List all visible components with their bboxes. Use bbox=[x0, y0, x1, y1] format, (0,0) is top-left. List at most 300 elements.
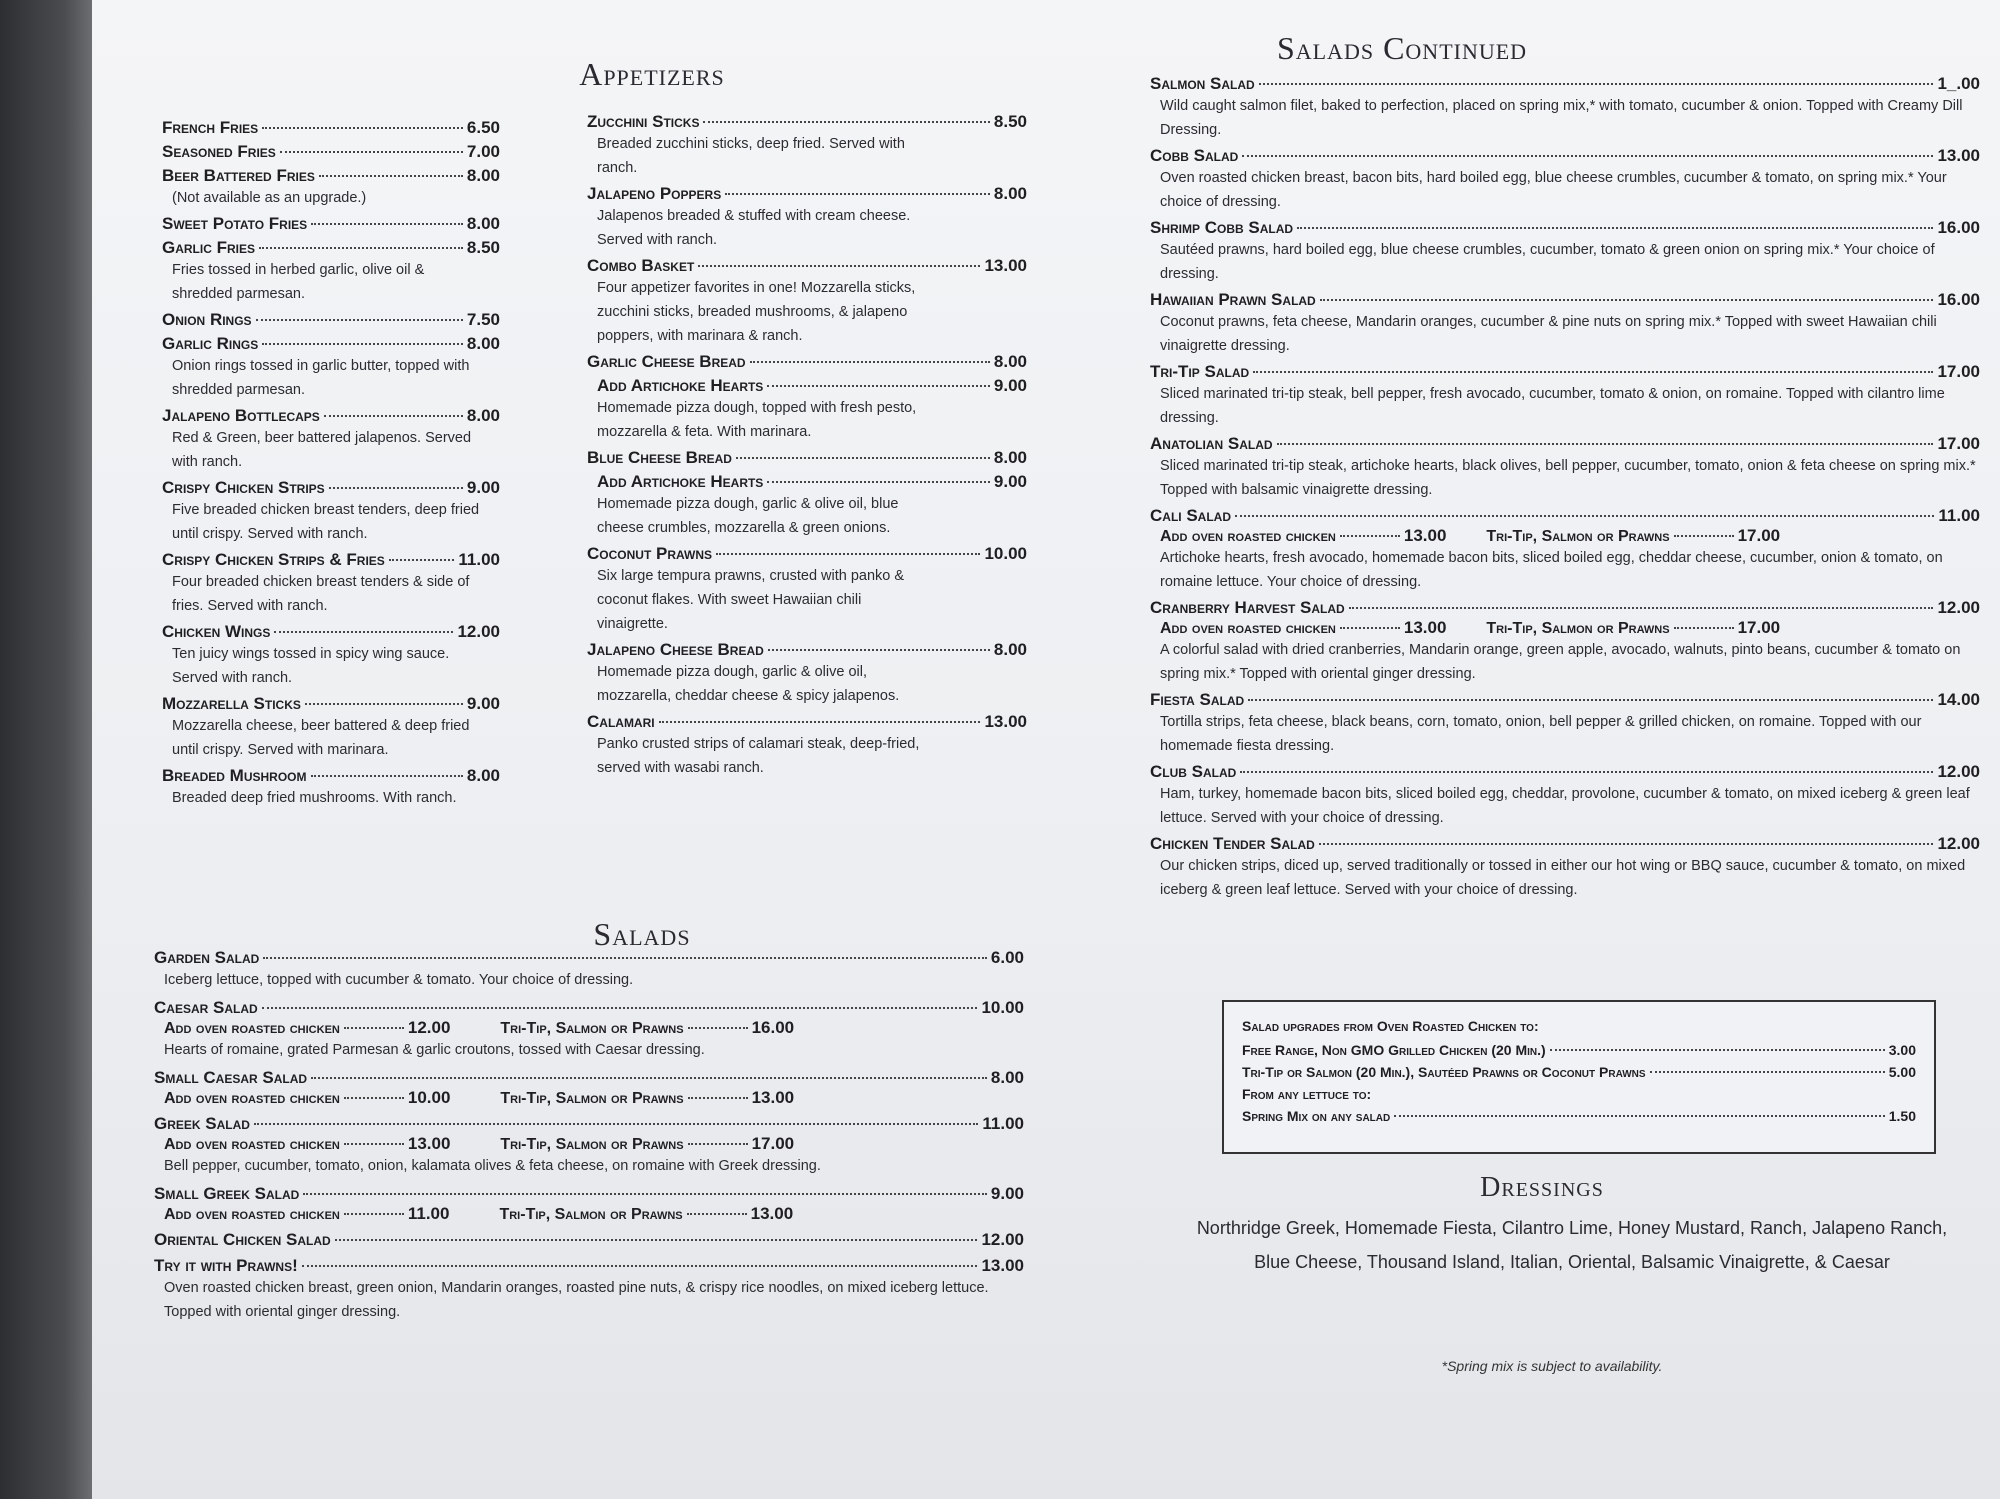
leader-dots bbox=[274, 631, 453, 633]
leader-dots bbox=[259, 247, 463, 249]
item-name: Club Salad bbox=[1150, 762, 1237, 781]
item-price: 12.00 bbox=[457, 622, 500, 641]
upgrade-name: Spring Mix on any salad bbox=[1242, 1108, 1391, 1124]
salad-row bbox=[154, 1114, 1024, 1134]
leader-dots bbox=[319, 175, 463, 177]
salad-row bbox=[1150, 434, 1980, 454]
salad-row bbox=[154, 948, 1024, 968]
leader-dots bbox=[1297, 227, 1933, 229]
item-price: 8.50 bbox=[466, 238, 500, 257]
leader-dots bbox=[1394, 1115, 1885, 1117]
item-description: Ten juicy wings tossed in spicy wing sauce. Served with ranch. bbox=[172, 646, 450, 686]
item-name: Coconut Prawns bbox=[587, 544, 713, 563]
item-price: 8.00 bbox=[466, 334, 500, 353]
item-name: Greek Salad bbox=[154, 1114, 250, 1133]
item-description: Sliced marinated tri-tip steak, bell pepper, fresh avocado, cucumber, tomato & onion, on romaine. Topped with cilantro lime dressing. bbox=[1160, 386, 1945, 426]
item-price: 8.00 bbox=[990, 1068, 1024, 1087]
item-name: Blue Cheese Bread bbox=[587, 448, 732, 467]
item-price: 16.00 bbox=[1937, 290, 1980, 309]
appetizers-right-column bbox=[587, 112, 1027, 784]
item-price: 12.00 bbox=[1937, 598, 1980, 617]
salad-item bbox=[1150, 762, 1980, 830]
menu-item-row bbox=[162, 694, 500, 714]
leader-dots bbox=[303, 1193, 987, 1195]
item-description: Homemade pizza dough, garlic & olive oil, mozzarella, cheddar cheese & spicy jalapenos. bbox=[597, 664, 900, 704]
leader-dots bbox=[254, 1123, 978, 1125]
leader-dots bbox=[725, 193, 990, 195]
item-description: Homemade pizza dough, topped with fresh pesto, mozzarella & feta. With marinara. bbox=[597, 400, 917, 440]
menu-item-row bbox=[162, 142, 500, 162]
menu-item-row bbox=[587, 448, 1027, 468]
item-name: Cranberry Harvest Salad bbox=[1150, 598, 1345, 617]
item-name: Add Artichoke Hearts bbox=[597, 376, 764, 395]
item-name: Caesar Salad bbox=[154, 998, 258, 1017]
leader-dots bbox=[736, 457, 990, 459]
upgrade-row-spring-mix bbox=[1242, 1108, 1916, 1124]
add-on-price: 16.00 bbox=[751, 1018, 795, 1037]
menu-item bbox=[587, 184, 1027, 252]
item-name: Seasoned Fries bbox=[162, 142, 276, 161]
menu-item bbox=[162, 694, 500, 762]
item-name: Anatolian Salad bbox=[1150, 434, 1273, 453]
menu-item-row bbox=[587, 640, 1027, 660]
salad-row bbox=[1150, 598, 1980, 618]
item-name: Shrimp Cobb Salad bbox=[1150, 218, 1294, 237]
menu-item bbox=[162, 118, 500, 138]
item-description: Bell pepper, cucumber, tomato, onion, kalamata olives & feta cheese, on romaine with Greek dressing. bbox=[164, 1158, 821, 1174]
salad-item bbox=[154, 1230, 1024, 1250]
item-price: 9.00 bbox=[466, 694, 500, 713]
item-price: 6.50 bbox=[466, 118, 500, 137]
leader-dots bbox=[311, 1077, 987, 1079]
salad-item bbox=[1150, 218, 1980, 286]
menu-item bbox=[587, 352, 1027, 372]
item-description: Onion rings tossed in garlic butter, topped with shredded parmesan. bbox=[172, 358, 470, 398]
item-description: Six large tempura prawns, crusted with panko & coconut flakes. With sweet Hawaiian chili vinaigrette. bbox=[597, 568, 905, 632]
menu-item-row bbox=[587, 712, 1027, 732]
leader-dots bbox=[263, 957, 987, 959]
item-price: 7.00 bbox=[466, 142, 500, 161]
menu-item bbox=[587, 640, 1027, 708]
item-name: Garlic Cheese Bread bbox=[587, 352, 746, 371]
item-description: Breaded deep fried mushrooms. With ranch. bbox=[172, 790, 457, 806]
add-on-price: 10.00 bbox=[407, 1088, 451, 1107]
item-name: Fiesta Salad bbox=[1150, 690, 1245, 709]
salad-row bbox=[154, 998, 1024, 1018]
salad-row bbox=[1150, 290, 1980, 310]
item-name: Oriental Chicken Salad bbox=[154, 1230, 331, 1249]
salad-row bbox=[1150, 218, 1980, 238]
item-name: French Fries bbox=[162, 118, 259, 137]
add-on-row bbox=[164, 1018, 1024, 1038]
salad-row bbox=[1150, 762, 1980, 782]
menu-item bbox=[162, 406, 500, 474]
item-description: Ham, turkey, homemade bacon bits, sliced boiled egg, cheddar, provolone, cucumber & tomato, on mixed iceberg & green leaf lettuce. Served with your choice of dressing. bbox=[1160, 786, 1970, 826]
item-price: 6.00 bbox=[990, 948, 1024, 967]
item-name: Calamari bbox=[587, 712, 655, 731]
salad-item bbox=[1150, 146, 1980, 214]
salad-item bbox=[154, 1114, 1024, 1178]
salad-row bbox=[1150, 506, 1980, 526]
menu-item-row bbox=[587, 112, 1027, 132]
item-description: (Not available as an upgrade.) bbox=[172, 190, 367, 206]
item-price: 11.00 bbox=[982, 1114, 1024, 1133]
salad-item bbox=[1150, 506, 1980, 594]
item-name: Cobb Salad bbox=[1150, 146, 1239, 165]
menu-item bbox=[162, 238, 500, 306]
upgrade-price: 5.00 bbox=[1888, 1064, 1916, 1080]
item-description: Four breaded chicken breast tenders & side of fries. Served with ranch. bbox=[172, 574, 470, 614]
salad-row bbox=[1150, 690, 1980, 710]
leader-dots bbox=[1242, 155, 1933, 157]
item-price: 10.00 bbox=[984, 544, 1027, 563]
menu-item-row bbox=[587, 184, 1027, 204]
leader-dots bbox=[1277, 443, 1934, 445]
item-description: Iceberg lettuce, topped with cucumber & tomato. Your choice of dressing. bbox=[164, 972, 634, 988]
add-on-name: Tri-Tip, Salmon or Prawns bbox=[1486, 620, 1670, 637]
menu-item-row bbox=[162, 238, 500, 258]
leader-dots bbox=[1235, 515, 1934, 517]
salad-row bbox=[154, 1230, 1024, 1250]
add-on-price: 13.00 bbox=[407, 1134, 451, 1153]
item-name: Beer Battered Fries bbox=[162, 166, 315, 185]
item-name: Mozzarella Sticks bbox=[162, 694, 301, 713]
upgrade-name: Free Range, Non GMO Grilled Chicken (20 Min.) bbox=[1242, 1042, 1546, 1058]
item-description: Panko crusted strips of calamari steak, deep-fried, served with wasabi ranch. bbox=[597, 736, 920, 776]
menu-item bbox=[162, 550, 500, 618]
leader-dots bbox=[688, 1097, 748, 1099]
appetizers-heading: Appetizers bbox=[579, 56, 725, 92]
item-description: Our chicken strips, diced up, served traditionally or tossed in either our hot wing or BBQ sauce, cucumber & tomato, on mixed iceberg & green leaf lettuce. Served with your choice of dressing. bbox=[1160, 858, 1966, 898]
salad-row bbox=[1150, 362, 1980, 382]
add-on-price: 13.00 bbox=[1403, 526, 1447, 545]
item-price: 17.00 bbox=[1937, 434, 1980, 453]
item-name: Chicken Tender Salad bbox=[1150, 834, 1315, 853]
item-price: 8.50 bbox=[993, 112, 1027, 131]
item-price: 11.00 bbox=[1938, 506, 1980, 525]
leader-dots bbox=[687, 1213, 747, 1215]
salad-item bbox=[154, 1184, 1024, 1224]
item-description: Artichoke hearts, fresh avocado, homemade bacon bits, sliced boiled egg, cheddar cheese, cucumber, onion & tomato, on romaine lettuce. Your choice of dressing. bbox=[1160, 550, 1943, 590]
item-price: 9.00 bbox=[993, 376, 1027, 395]
add-on-row bbox=[1160, 618, 1980, 638]
item-price: 8.00 bbox=[993, 352, 1027, 371]
item-price: 8.00 bbox=[993, 448, 1027, 467]
leader-dots bbox=[256, 319, 463, 321]
item-price: 16.00 bbox=[1937, 218, 1980, 237]
salads-heading: Salads bbox=[593, 916, 691, 952]
spring-mix-footnote: *Spring mix is subject to availability. bbox=[1441, 1358, 1663, 1374]
leader-dots bbox=[262, 1007, 978, 1009]
menu-item bbox=[162, 214, 500, 234]
salad-item bbox=[1150, 434, 1980, 502]
item-description: Homemade pizza dough, garlic & olive oil, blue cheese crumbles, mozzarella & green onions. bbox=[597, 496, 899, 536]
salad-item bbox=[154, 1256, 1024, 1324]
leader-dots bbox=[302, 1265, 978, 1267]
menu-item-row bbox=[597, 376, 1027, 396]
item-name: Garlic Rings bbox=[162, 334, 259, 353]
item-name: Garlic Fries bbox=[162, 238, 256, 257]
binder-edge bbox=[0, 0, 92, 1499]
item-price: 8.00 bbox=[466, 406, 500, 425]
item-price: 13.00 bbox=[984, 712, 1027, 731]
add-on-name: Tri-Tip, Salmon or Prawns bbox=[1486, 528, 1670, 545]
menu-item bbox=[587, 376, 1027, 444]
upgrade-row bbox=[1242, 1042, 1916, 1058]
item-description: Red & Green, beer battered jalapenos. Served with ranch. bbox=[172, 430, 472, 470]
menu-item bbox=[162, 142, 500, 162]
salad-item bbox=[1150, 290, 1980, 358]
leader-dots bbox=[659, 721, 981, 723]
leader-dots bbox=[344, 1213, 404, 1215]
menu-item bbox=[162, 166, 500, 210]
item-price: 7.50 bbox=[466, 310, 500, 329]
menu-item-row bbox=[587, 256, 1027, 276]
menu-item-row bbox=[162, 214, 500, 234]
leader-dots bbox=[767, 481, 990, 483]
item-description: Oven roasted chicken breast, green onion, Mandarin oranges, roasted pine nuts, & crispy rice noodles, on mixed iceberg lettuce. Topped with oriental ginger dressing. bbox=[164, 1280, 989, 1320]
leader-dots bbox=[1340, 627, 1400, 629]
leader-dots bbox=[1253, 371, 1933, 373]
salad-row bbox=[154, 1184, 1024, 1204]
item-name: Sweet Potato Fries bbox=[162, 214, 308, 233]
leader-dots bbox=[1674, 535, 1734, 537]
item-name: Crispy Chicken Strips bbox=[162, 478, 325, 497]
leader-dots bbox=[262, 127, 463, 129]
menu-page bbox=[92, 0, 2000, 1499]
add-on-name: Add oven roasted chicken bbox=[164, 1020, 340, 1037]
item-name: Onion Rings bbox=[162, 310, 252, 329]
menu-item bbox=[162, 334, 500, 402]
add-on-price: 17.00 bbox=[1737, 526, 1781, 545]
salad-row bbox=[1150, 834, 1980, 854]
item-name: Combo Basket bbox=[587, 256, 695, 275]
add-on-name: Tri-Tip, Salmon or Prawns bbox=[499, 1206, 683, 1223]
salads-column bbox=[154, 948, 1024, 1330]
add-on-row bbox=[164, 1088, 1024, 1108]
salad-item bbox=[1150, 834, 1980, 902]
item-name: Small Greek Salad bbox=[154, 1184, 300, 1203]
upgrade-price: 1.50 bbox=[1888, 1108, 1916, 1124]
add-on-name: Tri-Tip, Salmon or Prawns bbox=[500, 1090, 684, 1107]
add-on-price: 17.00 bbox=[1737, 618, 1781, 637]
leader-dots bbox=[1259, 83, 1934, 85]
menu-item-row bbox=[162, 118, 500, 138]
salad-upgrades-box bbox=[1222, 1000, 1936, 1154]
salad-item bbox=[154, 948, 1024, 992]
item-price: 11.00 bbox=[458, 550, 500, 569]
salad-item bbox=[1150, 362, 1980, 430]
menu-item bbox=[162, 478, 500, 546]
item-description: Tortilla strips, feta cheese, black beans, corn, tomato, onion, bell pepper & grilled chicken, on romaine. Topped with our homemade fiesta dressing. bbox=[1160, 714, 1922, 754]
leader-dots bbox=[262, 343, 463, 345]
menu-item-row bbox=[162, 406, 500, 426]
salads-continued-heading: Salads Continued bbox=[1276, 30, 1528, 66]
add-on-price: 13.00 bbox=[750, 1204, 794, 1223]
leader-dots bbox=[1550, 1049, 1885, 1051]
item-description: Four appetizer favorites in one! Mozzarella sticks, zucchini sticks, breaded mushrooms, & jalapeno poppers, with marinara & ranch. bbox=[597, 280, 916, 344]
leader-dots bbox=[324, 415, 463, 417]
item-name: Chicken Wings bbox=[162, 622, 271, 641]
salad-item bbox=[154, 1068, 1024, 1108]
item-price: 13.00 bbox=[1937, 146, 1980, 165]
item-price: 8.00 bbox=[993, 640, 1027, 659]
leader-dots bbox=[344, 1027, 404, 1029]
menu-item bbox=[587, 472, 1027, 540]
leader-dots bbox=[1240, 771, 1933, 773]
menu-item-row bbox=[162, 622, 500, 642]
add-on-name: Add oven roasted chicken bbox=[164, 1090, 340, 1107]
item-name: Breaded Mushroom bbox=[162, 766, 307, 785]
add-on-price: 13.00 bbox=[751, 1088, 795, 1107]
item-name: Cali Salad bbox=[1150, 506, 1231, 525]
salad-item bbox=[154, 998, 1024, 1062]
item-price: 9.00 bbox=[466, 478, 500, 497]
leader-dots bbox=[1248, 699, 1933, 701]
leader-dots bbox=[280, 151, 463, 153]
add-on-name: Add oven roasted chicken bbox=[164, 1136, 340, 1153]
menu-item bbox=[587, 256, 1027, 348]
add-on-name: Tri-Tip, Salmon or Prawns bbox=[500, 1136, 684, 1153]
item-price: 14.00 bbox=[1937, 690, 1980, 709]
item-price: 8.00 bbox=[466, 214, 500, 233]
upgrade-row bbox=[1242, 1064, 1916, 1080]
item-name: Tri-Tip Salad bbox=[1150, 362, 1250, 381]
leader-dots bbox=[1340, 535, 1400, 537]
dressings-line-2: Blue Cheese, Thousand Island, Italian, Oriental, Balsamic Vinaigrette, & Caesar bbox=[1254, 1252, 1890, 1272]
leader-dots bbox=[768, 649, 990, 651]
add-on-price: 11.00 bbox=[407, 1204, 450, 1223]
leader-dots bbox=[335, 1239, 978, 1241]
item-description: Mozzarella cheese, beer battered & deep fried until crispy. Served with marinara. bbox=[172, 718, 470, 758]
item-description: Fries tossed in herbed garlic, olive oil & shredded parmesan. bbox=[172, 262, 425, 302]
item-price: 12.00 bbox=[1937, 762, 1980, 781]
leader-dots bbox=[716, 553, 980, 555]
item-description: Wild caught salmon filet, baked to perfection, placed on spring mix,* with tomato, cucumber & onion. Topped with Creamy Dill Dressing. bbox=[1160, 98, 1963, 138]
menu-item bbox=[587, 544, 1027, 636]
item-price: 1_.00 bbox=[1937, 74, 1980, 93]
item-name: Jalapeno Cheese Bread bbox=[587, 640, 764, 659]
menu-item-row bbox=[162, 766, 500, 786]
add-on-row bbox=[164, 1204, 1024, 1224]
add-on-name: Tri-Tip, Salmon or Prawns bbox=[500, 1020, 684, 1037]
item-name: Zucchini Sticks bbox=[587, 112, 700, 131]
salad-item bbox=[1150, 598, 1980, 686]
item-name: Add Artichoke Hearts bbox=[597, 472, 764, 491]
salad-item bbox=[1150, 690, 1980, 758]
salad-row bbox=[154, 1256, 1024, 1276]
leader-dots bbox=[1650, 1071, 1885, 1073]
item-name: Garden Salad bbox=[154, 948, 260, 967]
leader-dots bbox=[698, 265, 980, 267]
leader-dots bbox=[311, 223, 463, 225]
item-description: Breaded zucchini sticks, deep fried. Served with ranch. bbox=[597, 136, 905, 176]
leader-dots bbox=[329, 487, 463, 489]
leader-dots bbox=[688, 1143, 748, 1145]
dressings-line-1: Northridge Greek, Homemade Fiesta, Cilantro Lime, Honey Mustard, Ranch, Jalapeno Ranch, bbox=[1196, 1218, 1948, 1238]
add-on-price: 13.00 bbox=[1403, 618, 1447, 637]
leader-dots bbox=[750, 361, 990, 363]
menu-item-row bbox=[597, 472, 1027, 492]
leader-dots bbox=[344, 1143, 404, 1145]
item-price: 12.00 bbox=[981, 1230, 1024, 1249]
item-price: 8.00 bbox=[466, 166, 500, 185]
item-description: A colorful salad with dried cranberries, Mandarin orange, green apple, avocado, walnuts, pinto beans, cucumber & tomato on spring mix.* Topped with oriental ginger dressing. bbox=[1160, 642, 1961, 682]
item-description: Coconut prawns, feta cheese, Mandarin oranges, cucumber & pine nuts on spring mix.* Topped with sweet Hawaiian chili vinaigrette dressing. bbox=[1160, 314, 1937, 354]
add-on-price: 12.00 bbox=[407, 1018, 451, 1037]
add-on-row bbox=[164, 1134, 1024, 1154]
menu-item bbox=[587, 712, 1027, 780]
item-description: Hearts of romaine, grated Parmesan & garlic croutons, tossed with Caesar dressing. bbox=[164, 1042, 705, 1058]
item-price: 8.00 bbox=[993, 184, 1027, 203]
add-on-name: Add oven roasted chicken bbox=[164, 1206, 340, 1223]
add-on-row bbox=[1160, 526, 1980, 546]
appetizers-left-column bbox=[162, 118, 500, 814]
salad-row bbox=[1150, 74, 1980, 94]
menu-item-row bbox=[162, 334, 500, 354]
salad-item bbox=[1150, 74, 1980, 142]
item-description: Sautéed prawns, hard boiled egg, blue cheese crumbles, cucumber, tomato & green onion on spring mix.* Your choice of dressing. bbox=[1160, 242, 1935, 282]
leader-dots bbox=[344, 1097, 404, 1099]
item-price: 13.00 bbox=[984, 256, 1027, 275]
menu-item bbox=[587, 112, 1027, 180]
leader-dots bbox=[1320, 299, 1934, 301]
menu-item bbox=[162, 310, 500, 330]
salads-continued-column bbox=[1150, 74, 1980, 906]
item-name: Hawaiian Prawn Salad bbox=[1150, 290, 1316, 309]
leader-dots bbox=[311, 775, 463, 777]
leader-dots bbox=[688, 1027, 748, 1029]
item-description: Sliced marinated tri-tip steak, artichoke hearts, black olives, bell pepper, cucumber, tomato, onion & feta cheese on spring mix.* Topped with balsamic vinaigrette dressing. bbox=[1160, 458, 1976, 498]
item-name: Jalapeno Poppers bbox=[587, 184, 722, 203]
item-price: 8.00 bbox=[466, 766, 500, 785]
menu-item-row bbox=[162, 166, 500, 186]
leader-dots bbox=[703, 121, 989, 123]
item-price: 9.00 bbox=[990, 1184, 1024, 1203]
leader-dots bbox=[1674, 627, 1734, 629]
add-on-name: Add oven roasted chicken bbox=[1160, 528, 1336, 545]
item-price: 17.00 bbox=[1937, 362, 1980, 381]
item-description: Five breaded chicken breast tenders, deep fried until crispy. Served with ranch. bbox=[172, 502, 480, 542]
upgrade-name: Tri-Tip or Salmon (20 Min.), Sautéed Prawns or Coconut Prawns bbox=[1242, 1064, 1646, 1080]
salad-row bbox=[154, 1068, 1024, 1088]
leader-dots bbox=[1319, 843, 1934, 845]
menu-item-row bbox=[162, 478, 500, 498]
leader-dots bbox=[305, 703, 463, 705]
item-price: 10.00 bbox=[981, 998, 1024, 1017]
item-description: Jalapenos breaded & stuffed with cream cheese. Served with ranch. bbox=[597, 208, 911, 248]
item-price: 13.00 bbox=[981, 1256, 1024, 1275]
menu-item bbox=[587, 448, 1027, 468]
salad-row bbox=[1150, 146, 1980, 166]
item-name: Jalapeno Bottlecaps bbox=[162, 406, 320, 425]
item-name: Try it with Prawns! bbox=[154, 1256, 298, 1275]
item-name: Small Caesar Salad bbox=[154, 1068, 308, 1087]
menu-item-row bbox=[587, 544, 1027, 564]
menu-item bbox=[162, 622, 500, 690]
leader-dots bbox=[767, 385, 990, 387]
item-name: Salmon Salad bbox=[1150, 74, 1255, 93]
item-price: 9.00 bbox=[993, 472, 1027, 491]
upgrade-price: 3.00 bbox=[1888, 1042, 1916, 1058]
add-on-name: Add oven roasted chicken bbox=[1160, 620, 1336, 637]
item-price: 12.00 bbox=[1937, 834, 1980, 853]
item-name: Crispy Chicken Strips & Fries bbox=[162, 550, 385, 569]
menu-item-row bbox=[162, 310, 500, 330]
add-on-price: 17.00 bbox=[751, 1134, 795, 1153]
item-description: Oven roasted chicken breast, bacon bits, hard boiled egg, blue cheese crumbles, cucumber & tomato, on spring mix.* Your choice of dressing. bbox=[1160, 170, 1947, 210]
menu-item-row bbox=[587, 352, 1027, 372]
